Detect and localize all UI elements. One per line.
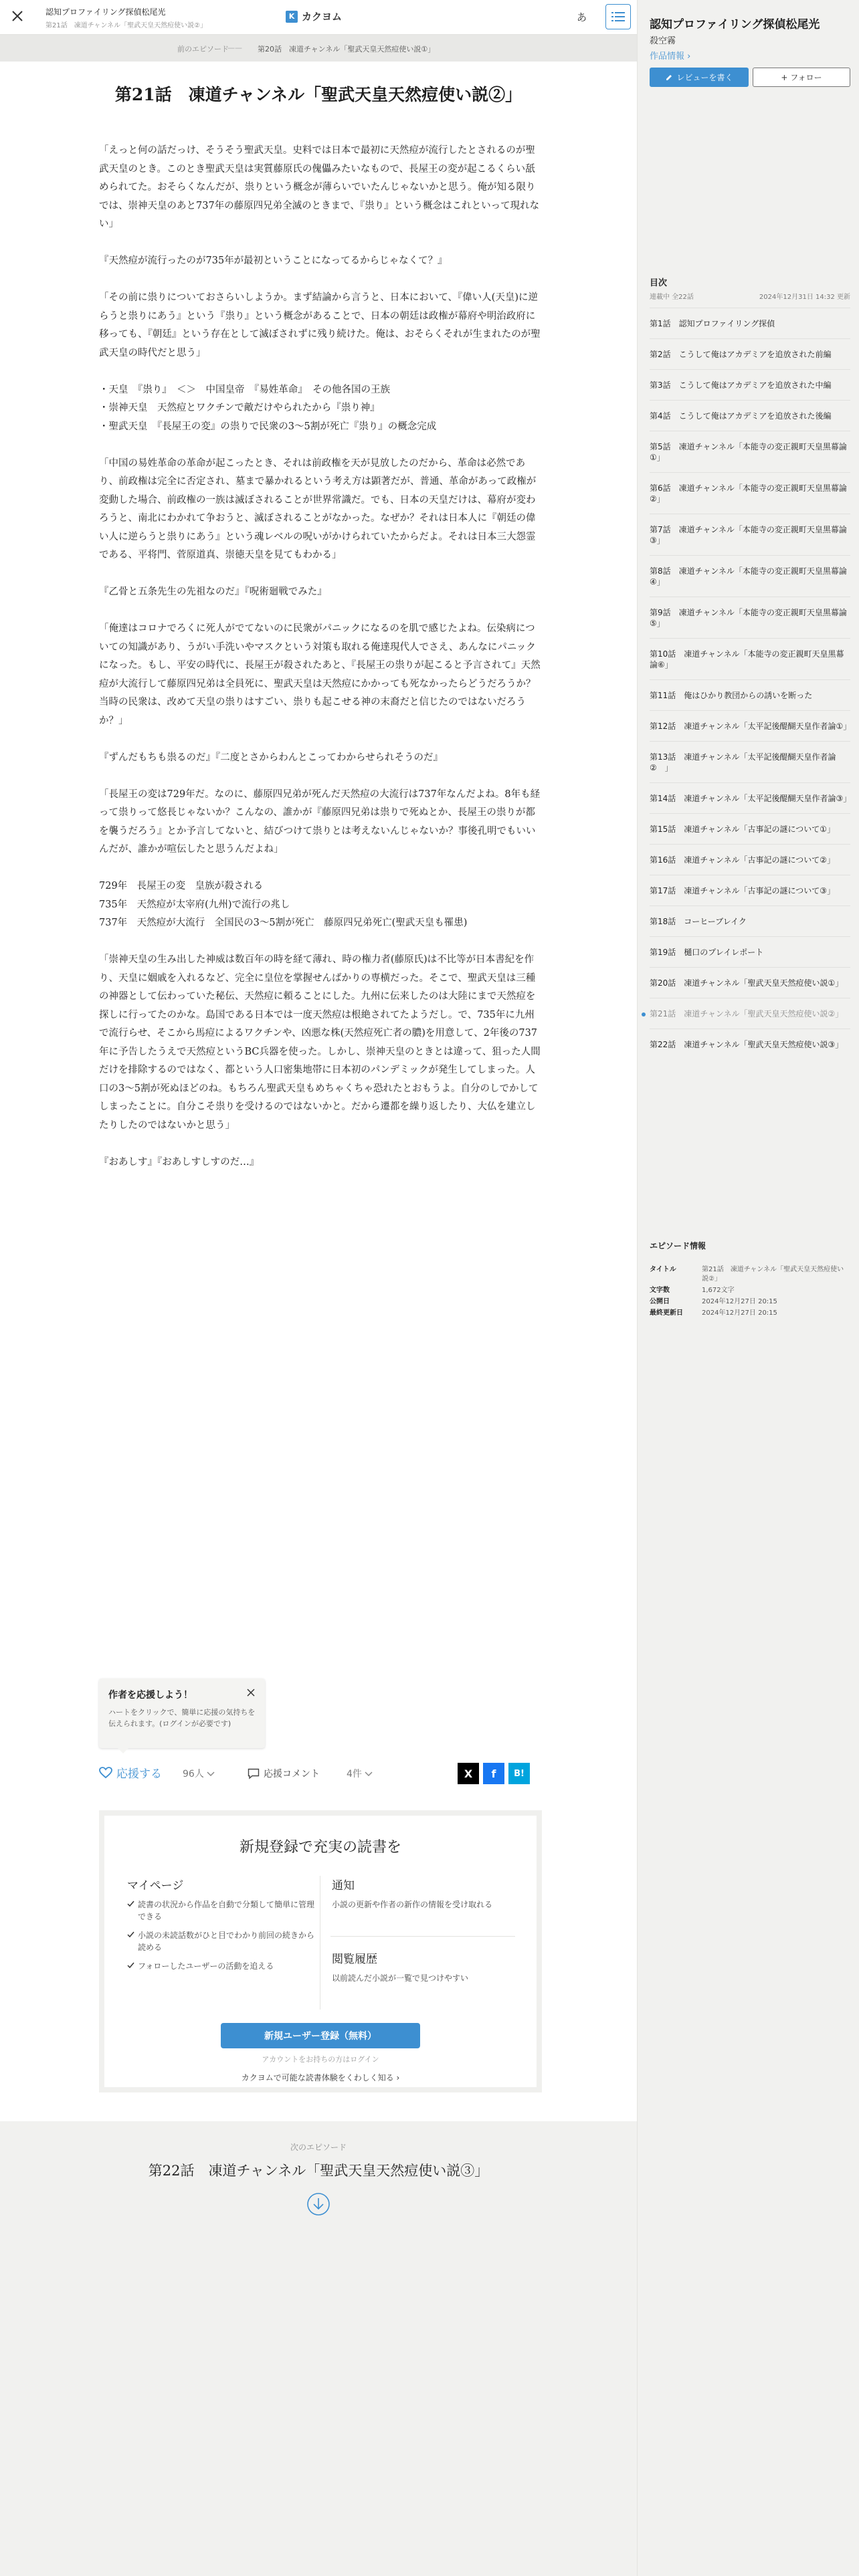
work-title[interactable]: 認知プロファイリング探偵松尾光: [45, 7, 166, 17]
check-icon: [127, 1931, 134, 1938]
share-x-button[interactable]: X: [458, 1763, 479, 1784]
body-paragraph: 「その前に祟りについておさらいしようか。まず結論から言うと、日本において、『偉い人(天皇)に逆らうと祟りにあう』という『祟り』という概念があることで、日本の朝廷は政権が幕府や明治政府に移っても、『朝廷』という存在として滅ぼされずに残り続けた。俺は、おそらくそれが生まれたのが聖武天皇の時代だと思う」: [99, 292, 541, 358]
mypage-feature-item: [127, 1929, 314, 1953]
toc-episode-item[interactable]: [650, 967, 850, 998]
kakuyomu-logo[interactable]: [286, 9, 342, 23]
toc-episode-item[interactable]: [650, 741, 850, 782]
cheer-tooltip-title: 作者を応援しよう！: [108, 1690, 193, 1701]
logo-text: カクヨム: [302, 11, 343, 23]
toc-episode-item[interactable]: [650, 308, 850, 338]
body-paragraph: 「崇神天皇の生み出した神威は数百年の時を経て薄れ、時の権力者(藤原氏)は不比等が日本書紀を作り、天皇に姻戚を入れるなど、完全に皇位を掌握せんばかりの専横だった。そこで、聖武天皇は三種の神器として伝わっていた秘伝、天然痘に頼ることにした。九州に伝来したのは大陸にまで天然痘を探しに行ってたのかな。島国である日本では一度天然痘は根絶されてたようだし。で、735年に九州で流行らせ、そこから馬痘によるワクチンや、凶悪な株(天然痘死亡者の膿)を用意して、2年後の737年に予告したうえで天然痘というBC兵器を使った。しかし、崇神天皇のときとは違って、狙った人間だけを排除するのではなく、都という人口密集地帯に日本初のパンデミックが発生してしまった。人口の3～5割が死ぬほどのね。もちろん聖武天皇もめちゃくちゃ恐れたとおもうよ。自分のしでかしてしまったことに。自分こそ祟りを受けるのではないかと。だから遷都を繰り返したり、大仏を建立したりしたのではないかと思う」: [99, 954, 541, 1131]
pencil-icon: [665, 74, 673, 82]
mypage-heading: マイページ: [127, 1879, 184, 1893]
info-value: 2024年12月27日 20:15: [702, 1298, 777, 1305]
toc-episode-title: 第11話 俺はひかり教団からの誘いを断った: [650, 691, 813, 700]
next-episode-title[interactable]: 第22話 凍道チャンネル「聖武天皇天然痘使い説③」: [148, 2163, 489, 2179]
check-icon: [127, 1961, 134, 1969]
toc-episode-item[interactable]: [650, 905, 850, 936]
info-key: タイトル: [650, 1266, 676, 1273]
heart-icon: [99, 1767, 112, 1779]
episode-info-row: [650, 1297, 850, 1307]
work-info-link[interactable]: 作品情報 ›: [650, 51, 691, 62]
cheer-button[interactable]: [99, 1764, 162, 1781]
toc-episode-title: 第19話 樋口のプレイレポート: [650, 948, 764, 957]
cheer-tooltip: [99, 1679, 265, 1748]
toc-episode-title: 第22話 凍道チャンネル「聖武天皇天然痘使い説③」: [650, 1040, 844, 1049]
toc-episode-title: 第18話 コーヒーブレイク: [650, 917, 747, 926]
cheer-button-label: 応援する: [116, 1767, 162, 1781]
comment-count-dropdown[interactable]: [347, 1767, 373, 1780]
tooltip-tail: [118, 1748, 128, 1753]
info-value: 1,672文字: [702, 1287, 735, 1294]
toc-episode-title: 第5話 凍道チャンネル「本能寺の変正親町天皇黒幕論①」: [650, 442, 847, 462]
body-paragraph: 「えっと何の話だっけ、そうそう聖武天皇。史料では日本で最初に天然痘が流行したとされるのが聖武天皇のとき。このとき聖武天皇は実質藤原氏の傀儡みたいなもので、長屋王の変が起こるくらい舐められてた。おそらくなんだが、祟りという概念が薄らいでいたんじゃないかと思う。俺が知る限りでは、崇神天皇のあと737年の藤原四兄弟全滅のときまで、『祟り』という概念はこれといって現れない」: [99, 145, 540, 229]
toc-episode-item[interactable]: [650, 338, 850, 369]
current-episode-dot-icon: [642, 1012, 646, 1016]
history-text: 以前読んだ小説が一覧で見つけやすい: [332, 1973, 469, 1983]
next-episode-section: [0, 2121, 637, 2576]
write-review-label: レビューを書く: [676, 73, 733, 82]
comment-icon: [248, 1768, 260, 1780]
notify-text: 小説の更新や作者の新作の情報を受け取れる: [332, 1900, 493, 1909]
chevron-down-icon: [207, 1772, 215, 1777]
info-value: 第21話 凍道チャンネル「聖武天皇天然痘使い説②」: [702, 1266, 844, 1283]
toc-menu-button[interactable]: [605, 4, 631, 29]
body-paragraph: 『天然痘が流行ったのが735年が最初ということになってるからじゃなくて？』: [99, 255, 448, 266]
toc-episode-title: 第1話 認知プロファイリング探偵: [650, 319, 775, 328]
nav-separator: ——: [227, 43, 242, 52]
toc-heading: 目次: [650, 278, 668, 288]
feature-text: 読書の状況から作品を自動で分類して簡単に管理できる: [138, 1900, 315, 1921]
toc-episode-title: 第10話 凍道チャンネル「本能寺の変正親町天皇黒幕論⑥」: [650, 649, 844, 669]
toc-episode-title: 第14話 凍道チャンネル「太平記後醍醐天皇作者論③」: [650, 794, 852, 803]
follow-button[interactable]: + フォロー: [753, 68, 850, 87]
body-paragraph: ・天皇 『祟り』 ＜＞ 中国皇帝 『易姓革命』 その他各国の王族 ・崇神天皇 天然痘とワクチンで敵だけやられたから『祟り神』 ・聖武天皇 『長屋王の変』の祟りで民衆の3～5割が死亡『祟り』の概念完成: [99, 384, 437, 432]
toc-episode-item[interactable]: [650, 936, 850, 967]
toc-episode-item[interactable]: [650, 369, 850, 400]
toc-episode-item[interactable]: [650, 597, 850, 638]
prev-episode-link[interactable]: 前のエピソード: [177, 45, 229, 53]
comment-button-label: 応援コメント: [264, 1769, 320, 1780]
sidebar-author[interactable]: 殺空霧: [650, 36, 676, 46]
body-paragraph: 『ずんだもちも祟るのだ』『二度とさからわんとこってわからせられそうのだ』: [99, 752, 444, 763]
toc-episode-title: 第15話 凍道チャンネル「古事記の謎について①」: [650, 825, 836, 834]
toc-episode-title: 第17話 凍道チャンネル「古事記の謎について③」: [650, 886, 836, 895]
comment-count: 4件: [347, 1769, 362, 1780]
body-paragraph: 「長屋王の変は729年だ。なのに、藤原四兄弟が死んだ天然痘の大流行は737年なんだよね。8年も経って祟りって悠長じゃないか？こんなの、誰かが『藤原四兄弟は祟りで死ぬとか、長屋王の祟りが都を襲うだろう』とか予言してないと、結びつけて祟りとは考えないんじゃないか？事後孔明でもいいんだが、誰かが喧伝したと思うんだよね」: [99, 788, 541, 855]
write-review-button[interactable]: [650, 68, 749, 87]
login-link[interactable]: アカウントをお持ちの方はログイン: [262, 2055, 379, 2064]
close-icon[interactable]: [246, 1688, 256, 1697]
top-header: [0, 0, 637, 35]
toc-status: 連載中 全22話: [650, 294, 694, 301]
toc-episode-item[interactable]: [650, 431, 850, 472]
toc-episode-item[interactable]: [650, 844, 850, 875]
toc-episode-item[interactable]: [650, 679, 850, 710]
body-paragraph: 『乙骨と五条先生の先祖なのだ』『呪術廻戦でみた』: [99, 586, 327, 597]
toc-episode-title: 第9話 凍道チャンネル「本能寺の変正親町天皇黒幕論⑤」: [650, 608, 847, 628]
comment-button[interactable]: [248, 1767, 320, 1780]
body-paragraph: 729年 長屋王の変 皇族が殺される 735年 天然痘が太宰府(九州)で流行の兆し 737年 天然痘が大流行 全国民の3～5割が死亡 藤原四兄弟死亡(聖武天皇も罹患): [99, 881, 468, 928]
toc-episode-title: 第21話 凍道チャンネル「聖武天皇天然痘使い説②」: [650, 1009, 844, 1018]
episode-info-table: [650, 1265, 850, 1320]
episode-info-row: [650, 1309, 850, 1318]
share-hatena-button[interactable]: B!: [508, 1763, 530, 1784]
toc-episode-item[interactable]: [650, 782, 850, 813]
episode-title: 第21話 凍道チャンネル「聖武天皇天然痘使い説②」: [114, 85, 522, 104]
cheer-tooltip-desc: ハートをクリックで、簡単に応援の気持ちを伝えられます。(ログインが必要です): [108, 1708, 256, 1728]
list-icon: [611, 10, 626, 23]
toc-episode-item[interactable]: [650, 1029, 850, 1059]
prev-episode-title[interactable]: 第20話 凍道チャンネル「聖武天皇天然痘使い説①」: [258, 45, 436, 53]
history-heading: 閲覧履歴: [332, 1953, 377, 1966]
cheer-count-dropdown[interactable]: [183, 1767, 215, 1780]
episode-body: [99, 142, 542, 1190]
toc-episode-item[interactable]: [650, 514, 850, 555]
check-icon: [127, 1900, 134, 1907]
body-paragraph: 『おあしす』『おあしすしすのだ…』: [99, 1156, 260, 1168]
learn-more-link[interactable]: カクヨムで可能な読書体験をくわしく知る ›: [241, 2073, 400, 2082]
feature-text: 小説の未読話数がひと目でわかり前回の続きから読める: [138, 1931, 315, 1952]
episode-nav-bar: [0, 35, 637, 62]
toc-episode-item[interactable]: [650, 813, 850, 844]
toc-episode-title: 第3話 こうして俺はアカデミアを追放された中編: [650, 381, 832, 390]
episode-list: [650, 308, 850, 1059]
toc-episode-item[interactable]: [650, 400, 850, 431]
toc-episode-title: 第2話 こうして俺はアカデミアを追放された前編: [650, 350, 832, 359]
share-facebook-button[interactable]: f: [483, 1763, 504, 1784]
info-key: 公開日: [650, 1298, 670, 1305]
mypage-feature-item: [127, 1960, 314, 1972]
notify-heading: 通知: [332, 1879, 355, 1893]
info-key: 最終更新日: [650, 1309, 683, 1317]
episode-subtitle: 第21話 凍道チャンネル「聖武天皇天然痘使い説②」: [45, 22, 207, 29]
toc-episode-title: 第8話 凍道チャンネル「本能寺の変正親町天皇黒幕論④」: [650, 566, 847, 586]
register-promo: [99, 1810, 542, 2092]
toc-episode-item[interactable]: [650, 710, 850, 741]
divider: [330, 1936, 515, 1937]
toc-episode-item[interactable]: [650, 555, 850, 597]
reaction-row: [99, 1760, 542, 1787]
episode-info-row: [650, 1265, 850, 1284]
body-paragraph: 「中国の易姓革命の革命が起こったとき、それは前政権を天が見放したのだから、革命は必然であり、前政権は完全に否定され、墓まで暴かれるという考え方は顕著だが、普通、革命があって政権が変動した場合、前政権の一族は滅ぼされることが世界常識だ。でも、日本の天皇だけは、幕府が変わろうと、南北にわかれて争おうと、滅ぼされることがなかった。なぜか？それは日本人に『朝廷の偉い人に逆らうと祟りにあう』という魂レベルの呪いがかけられていたからだよ。それは日本三大怨霊である、平将門、菅原道真、崇徳天皇を見てもわかる」: [99, 457, 537, 560]
toc-episode-item[interactable]: [650, 638, 850, 679]
next-episode-label: 次のエピソード: [290, 2143, 347, 2152]
toc-episode-title: 第20話 凍道チャンネル「聖武天皇天然痘使い説①」: [650, 978, 844, 988]
episode-content: [0, 62, 637, 2121]
register-button[interactable]: 新規ユーザー登録（無料）: [221, 2023, 420, 2048]
episode-info-heading: エピソード情報: [650, 1241, 706, 1251]
toc-episode-title: 第13話 凍道チャンネル「太平記後醍醐天皇作者論② 」: [650, 752, 836, 772]
toc-meta: [650, 291, 850, 301]
info-value: 2024年12月27日 20:15: [702, 1309, 777, 1317]
cheer-count: 96人: [183, 1769, 204, 1780]
toc-episode-title: 第6話 凍道チャンネル「本能寺の変正親町天皇黒幕論②」: [650, 484, 847, 504]
mypage-feature-item: [127, 1899, 314, 1923]
font-size-button[interactable]: あ: [577, 11, 587, 23]
sidebar: [637, 0, 859, 2576]
toc-episode-title: 第7話 凍道チャンネル「本能寺の変正親町天皇黒幕論③」: [650, 525, 847, 545]
toc-updated: 2024年12月31日 14:32 更新: [759, 294, 850, 301]
sidebar-work-title[interactable]: 認知プロファイリング探偵松尾光: [650, 18, 820, 31]
info-key: 文字数: [650, 1287, 670, 1294]
body-paragraph: 「俺達はコロナでろくに死人がでてないのに民衆がパニックになるのを肌で感じたよね。伝染病についての知識があり、うがい手洗いやマスクという対策も取れる俺達現代人でさえ、あんなにパニックになった。もし、平安の時代に、長屋王が殺されたあと、『長屋王の祟りが起こると予言されて』天然痘が大流行して藤原四兄弟は全員死に、聖武天皇は天然痘にかかっても死なかったらどうだろうか？当時の民衆は、改めて天皇の祟りはすごい、祟りも起こせる神の末裔だと信じたのではないだろうか？」: [99, 623, 541, 726]
toc-episode-title: 第12話 凍道チャンネル「太平記後醍醐天皇作者論①」: [650, 722, 852, 731]
toc-episode-title: 第4話 こうして俺はアカデミアを追放された後編: [650, 411, 832, 421]
toc-episode-title: 第16話 凍道チャンネル「古事記の謎について②」: [650, 855, 836, 865]
toc-episode-item[interactable]: [650, 472, 850, 514]
arrow-down-circle-icon[interactable]: [306, 2192, 330, 2216]
logo-mark-icon: K: [286, 11, 298, 23]
chevron-down-icon: [365, 1772, 373, 1777]
toc-episode-item[interactable]: [650, 875, 850, 905]
register-title: 新規登録で充実の読書を: [239, 1839, 401, 1856]
close-icon[interactable]: [9, 8, 25, 24]
feature-text: フォローしたユーザーの活動を追える: [138, 1961, 274, 1971]
toc-episode-item[interactable]: [650, 998, 850, 1029]
work-info[interactable]: [45, 6, 207, 29]
episode-info-row: [650, 1286, 850, 1295]
